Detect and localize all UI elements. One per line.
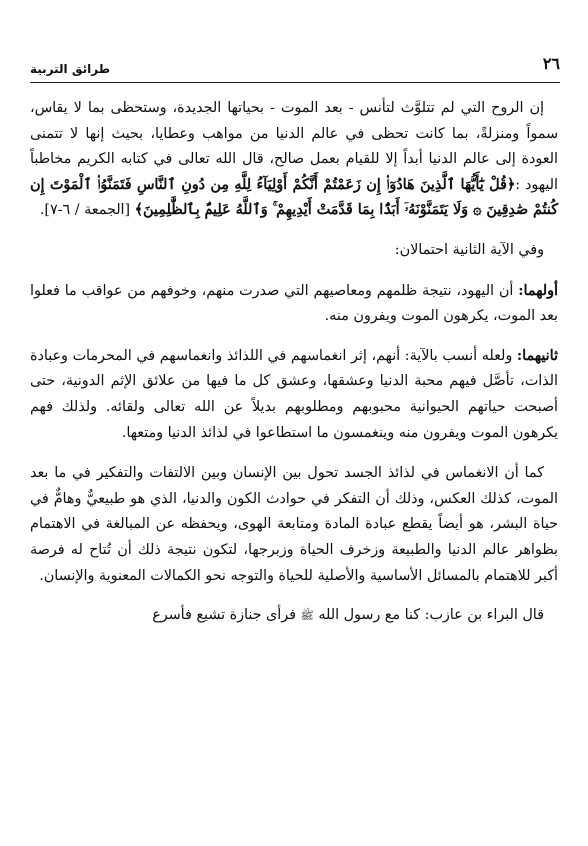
paragraph-text: إن الروح التي لم تتلوَّث لتأنس - بعد الموت - بحياتها الجديدة، وستحظى بما لا يقاس، سمواً ومنزلةً، بما كانت تحظى في عالم الدنيا من مواهب وعطايا، بحيث إنها لا تتمنى العودة إلى عالم الدنيا أبداً إلا للقيام بعمل صالح، قال الله تعالى في كتابه الكريم مخاطباً اليهود :	[30, 100, 558, 193]
paragraph-text: فرأى جنازة تشيع فأسرع	[152, 607, 301, 624]
paragraph-6	[30, 603, 558, 629]
main-text	[30, 96, 558, 629]
paragraph-lead: أولهما:	[518, 282, 558, 299]
running-header	[30, 50, 560, 83]
paragraph-text: وفي الآية الثانية احتمالان:	[394, 241, 544, 258]
paragraph-4	[30, 344, 558, 446]
paragraph-text: ولعله أنسب بالآية: أنهم، إثر انغماسهم في اللذائذ وانغماسهم في المحرمات وعبادة الذات، تأصَّل فيهم محبة الدنيا وعشقها، وعشق كل ما فيها من علائق الإثم الدونية، حتى أصبحت حياتهم الحيوانية محبوبهم ومطلوبهم بديلاً عن الله تعالى ولقائه. ولذلك فهم يكرهون الموت ويفرون منه وينغمسون ما استطاعوا في لذائذ الدنيا ومتعها.	[30, 347, 558, 441]
paragraph-5	[30, 461, 558, 589]
paragraph-3	[30, 279, 558, 330]
verse-citation: [الجمعة / ٦-٧].	[39, 202, 135, 219]
paragraph-lead: ثانيهما:	[516, 347, 558, 364]
honorific-glyph: ﷺ	[300, 609, 314, 623]
paragraph-text: أن اليهود، نتيجة ظلمهم ومعاصيهم التي صدرت منهم، وخوفهم من عواقب ما فعلوا بعد الموت، يكرهون الموت ويفرون منه.	[30, 282, 558, 325]
paragraph-1	[30, 96, 558, 224]
paragraph-text: كما أن الانغماس في لذائذ الجسد تحول بين الإنسان وبين الالتفات والتفكير في ما بعد الموت، كذلك العكس، وذلك أن التفكر في حوادث الكون والدنيا، الذي هو طبيعيٌّ وهامٌّ في حياة البشر، هو أيضاً يقطع عبادة المادة ومتابعة الهوى، ويحفظه عن المبالغة في الاهتمام بظواهر عالم الدنيا والطبيعة وزخرف الحياة وزبرجها، لتكون نتيجة ذلك أن تُتاح له فرصة أكبر للاهتمام بالمسائل الأساسية والأصلية للحياة والتوجه نحو الكمالات المعنوية والإنسان.	[30, 465, 558, 584]
paragraph-text: قال البراء بن عازب: كنا مع رسول الله	[313, 607, 544, 624]
page-number: ٢٦	[542, 54, 560, 73]
book-title: طرائق التربية	[30, 62, 111, 76]
quran-verse: ﴿قُلْ يَٰٓأَيُّهَا ٱلَّذِينَ هَادُوٓا۟ إِن زَعَمْتُمْ أَنَّكُمْ أَوْلِيَآءُ لِلَّهِ مِن دُونِ ٱلنَّاسِ فَتَمَنَّوُا۟ ٱلْمَوْتَ إِن كُنتُمْ صَٰدِقِينَ ۞ وَلَا يَتَمَنَّوْنَهُۥٓ أَبَدًۢا بِمَا قَدَّمَتْ أَيْدِيهِمْ ۚ وَٱللَّهُ عَلِيمٌۢ بِٱلظَّٰلِمِينَ﴾	[30, 176, 558, 219]
paragraph-2	[30, 238, 558, 264]
